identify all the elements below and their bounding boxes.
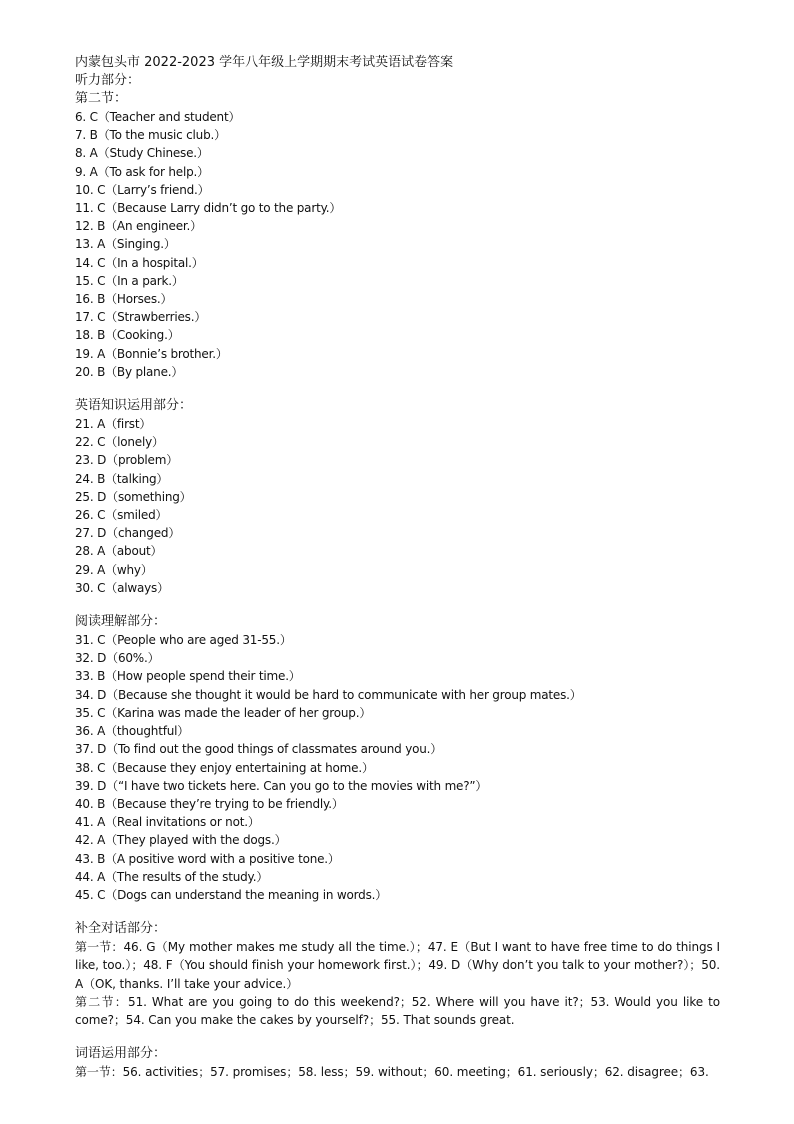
answer-line: 15. C（In a park.） [75,273,184,288]
answer-line: 43. B（A positive word with a positive tone.） [75,851,340,866]
usage-answers [75,415,720,597]
answer-line: 14. C（In a hospital.） [75,255,204,270]
answer-line: 8. A（Study Chinese.） [75,146,209,161]
answer-line: 11. C（Because Larry didn’t go to the party.） [75,201,342,216]
answer-line: 16. B（Horses.） [75,292,173,307]
section-gap [75,1029,720,1045]
answer-line: 41. A（Real invitations or not.） [75,815,260,830]
section-gap [75,381,720,397]
answer-line: 36. A（thoughtful） [75,724,190,739]
answer-line: 12. B（An engineer.） [75,219,202,234]
usage-heading: 英语知识运用部分： [75,398,193,414]
answer-line: 28. A（about） [75,544,163,559]
answer-line: 10. C（Larry’s friend.） [75,182,210,197]
dialogue-section-1: 第一节：46. G（My mother makes me study all the time.）；47. E（But I want to have free time to do things I like, too.）；48. F（You should finish your homework first.）；49. D（Why don’t you talk to your mother?）；50. A（OK, thanks. I’ll take your advice.） [75,940,720,991]
vocab-section-1: 第一节：56. activities；57. promises；58. less；59. without；60. meeting；61. seriously；62. disagree；63. [75,1065,709,1080]
document-title: 内蒙包头市 2022-2023 学年八年级上学期期末考试英语试卷答案 [75,55,454,70]
answer-line: 37. D（To find out the good things of classmates around you.） [75,742,443,757]
section-gap [75,597,720,613]
vocab-heading: 词语运用部分： [75,1046,167,1062]
answer-line: 45. C（Dogs can understand the meaning in words.） [75,887,388,902]
answer-line: 39. D（“I have two tickets here. Can you go to the movies with me?”） [75,778,488,793]
answer-line: 26. C（smiled） [75,508,168,523]
answer-line: 44. A（The results of the study.） [75,869,269,884]
answer-line: 24. B（talking） [75,471,169,486]
answer-line: 7. B（To the music club.） [75,128,226,143]
listening-answers [75,108,720,381]
answer-line: 38. C（Because they enjoy entertaining at home.） [75,760,374,775]
section-gap [75,904,720,920]
dialogue-section-2: 第二节：51. What are you going to do this weekend?；52. Where will you have it?；53. Would you like to come?；54. Can you make the cakes by yourself?；55. That sounds great. [75,994,720,1027]
answer-line: 32. D（60%.） [75,651,160,666]
answer-line: 42. A（They played with the dogs.） [75,833,287,848]
answer-line: 40. B（Because they’re trying to be friendly.） [75,796,344,811]
listening-heading: 听力部分： [75,73,141,88]
answer-line: 22. C（lonely） [75,435,164,450]
answer-line: 18. B（Cooking.） [75,328,180,343]
answer-line: 23. D（problem） [75,453,178,468]
answer-line: 30. C（always） [75,580,169,595]
answer-line: 17. C（Strawberries.） [75,310,207,325]
answer-line: 19. A（Bonnie’s brother.） [75,346,228,361]
answer-line: 33. B（How people spend their time.） [75,669,301,684]
answer-line: 13. A（Singing.） [75,237,176,252]
answer-line: 31. C（People who are aged 31-55.） [75,633,292,648]
answer-line: 25. D（something） [75,489,192,504]
answer-line: 29. A（why） [75,562,153,577]
answer-line: 34. D（Because she thought it would be hard to communicate with her group mates.） [75,687,582,702]
answer-line: 35. C（Karina was made the leader of her group.） [75,705,372,720]
answer-line: 21. A（first） [75,417,152,432]
answer-line: 20. B（By plane.） [75,364,184,379]
answer-line: 6. C（Teacher and student） [75,110,241,124]
listening-subheading: 第二节： [75,91,128,106]
reading-heading: 阅读理解部分： [75,614,167,630]
reading-answers [75,631,720,904]
dialogue-heading: 补全对话部分： [75,921,167,937]
answer-line: 27. D（changed） [75,526,181,541]
answer-line: 9. A（To ask for help.） [75,164,209,179]
